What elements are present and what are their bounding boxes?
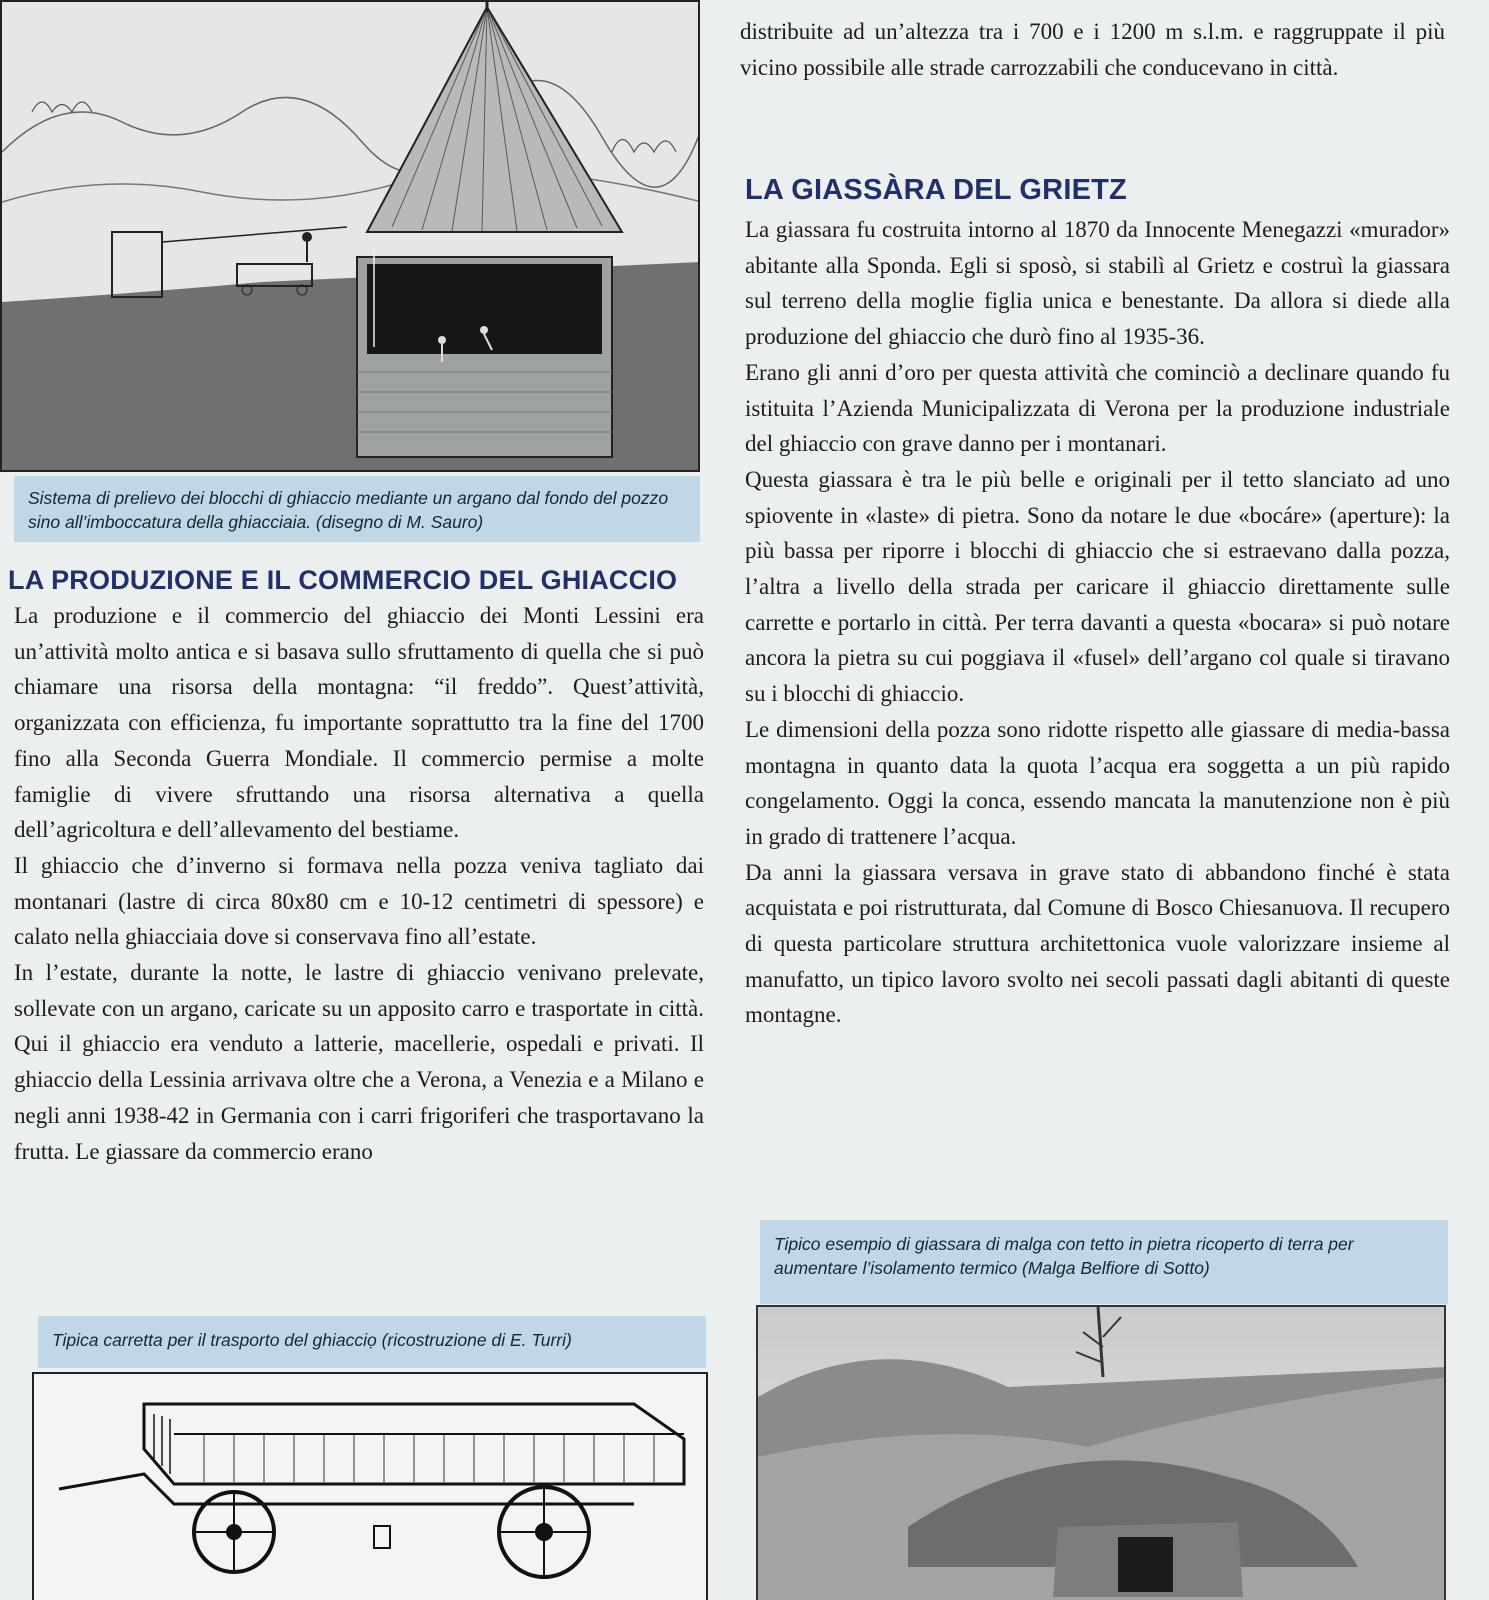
paragraph: In l’estate, durante la notte, le lastre di ghiaccio venivano prelevate, sollevate con un argano, caricate su un apposito carro e trasportate in città. Qui il ghiaccio era venduto a latterie, macellerie, ospedali e privati. Il ghiaccio della Lessinia arrivava oltre che a Verona, a Venezia e a Milano e negli anni 1938-42 in Germania con i carri frigoriferi che trasportavano la frutta. Le giassare da commercio erano xyxy=(14,960,704,1164)
paragraph: La produzione e il commercio del ghiaccio dei Monti Lessini era un’attività molto antica e si basava sullo sfruttamento di quella che si può chiamare una risorsa della montagna: “il freddo”. Quest’attività, organizzata con efficienza, fu importante soprattutto tra la fine del 1700 fino alla Seconda Guerra Mondiale. Il commercio permise a molte famiglie di vivere sfruttando una risorsa alternativa a quella dell’agricoltura e dell’allevamento del bestiame. xyxy=(14,603,704,843)
photo-figure-caption: Tipico esempio di giassara di malga con tetto in pietra ricoperto di terra per aumentare l’isolamento termico (Malga Belfiore di Sotto) xyxy=(760,1220,1448,1304)
paragraph: Da anni la giassara versava in grave stato di abbandono finché è stata acquistata e poi ristrutturata, dal Comune di Bosco Chiesanuova. Il recupero di questa particolare struttura architettonica vuole valorizzare insieme al manufatto, un tipico lavoro svolto nei secoli passati dagli abitanti di queste montagne. xyxy=(745,859,1450,1028)
top-figure-caption: Sistema di prelievo dei blocchi di ghiaccio mediante un argano dal fondo del pozzo sino all’imboccatura della ghiacciaia. (disegno di M. Sauro) xyxy=(14,476,700,542)
cart-figure-caption: Tipica carretta per il trasporto del ghiacciọ (ricostruzione di E. Turri) xyxy=(38,1316,706,1368)
paragraph: Le dimensioni della pozza sono ridotte rispetto alle giassare di media-bassa montagna in quanto data la quota l’acqua era soggetta a un più rapido congelamento. Oggi la conca, essendo mancata la manutenzione non è più in grado di trattenere l’acqua. xyxy=(745,716,1450,849)
malga-photo xyxy=(756,1305,1446,1600)
paragraph: La giassara fu costruita intorno al 1870 da Innocente Menegazzi «murador» abitante alla Sponda. Egli si sposò, si stabilì al Grietz e costruì la giassara sul terreno della moglie figlia unica e benestante. Da allora si diede alla produzione del ghiaccio che durò fino al 1935-36. xyxy=(745,217,1450,350)
section-body-grietz xyxy=(745,212,1450,1033)
cart-drawing xyxy=(32,1372,708,1600)
paragraph: Questa giassara è tra le più belle e originali per il tetto slanciato ad uno spiovente in «laste» di pietra. Sono da notare le due «bocáre» (aperture): la più bassa per riporre i blocchi di ghiaccio che si estraevano dalla pozza, l’altra a livello della strada per caricare il ghiaccio direttamente sulle carrette e portarlo in città. Per terra davanti a questa «bocara» si può notare ancora la pietra su cui poggiava il «fusel» dell’argano col quale si tiravano su i blocchi di ghiaccio. xyxy=(745,466,1450,707)
paragraph: Il ghiaccio che d’inverno si formava nella pozza veniva tagliato dai montanari (lastre di circa 80x80 cm e 10-12 centimetri di spessore) e calato nella ghiacciaia dove si conservava fino all’estate. xyxy=(14,852,704,950)
paragraph: Erano gli anni d’oro per questa attività che cominciò a declinare quando fu istituita l’Azienda Municipalizzata di Verona per la produzione industriale del ghiaccio con grave danno per i montanari. xyxy=(745,359,1450,457)
continuation-paragraph: distribuite ad un’altezza tra i 700 e i 1200 m s.l.m. e raggruppate il più vicino possibile alle strade carrozzabili che conducevano in città. xyxy=(740,19,1445,80)
icehouse-drawing xyxy=(0,0,700,472)
section-body-produzione xyxy=(14,598,704,1169)
section-heading-grietz: LA GIASSÀRA DEL GRIETZ xyxy=(745,174,1127,206)
section-heading-produzione: LA PRODUZIONE E IL COMMERCIO DEL GHIACCIO xyxy=(8,565,678,595)
